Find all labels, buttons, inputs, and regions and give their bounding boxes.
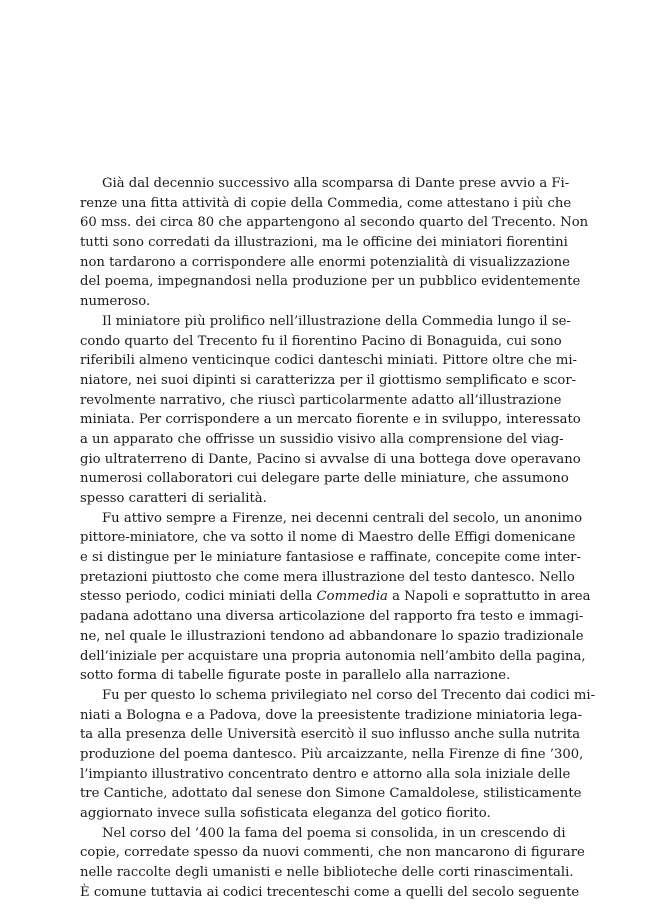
text-line: miniata. Per corrispondere a un mercato fiorente e in sviluppo, interessato: [80, 412, 581, 428]
text-segment: stesso periodo, codici miniati della: [80, 589, 317, 605]
text-line: 60 mss. dei circa 80 che appartengono al secondo quarto del Trecento. Non: [80, 215, 589, 231]
text-line: Il miniatore più prolifico nell’illustrazione della Commedia lungo il se-: [102, 313, 571, 329]
text-segment: a Napoli e soprattutto in area: [387, 589, 591, 605]
text-line: ta alla presenza delle Università esercitò il suo influsso anche sulla nutrita: [80, 727, 581, 743]
text-line: pittore-miniatore, che va sotto il nome di Maestro delle Effigi domenicane: [80, 530, 576, 546]
text-line: tutti sono corredati da illustrazioni, ma le officine dei miniatori fiorentini: [80, 235, 568, 251]
text-line: numeroso.: [80, 294, 151, 310]
text-line: copie, corredate spesso da nuovi commenti, che non mancarono di figurare: [80, 845, 585, 861]
text-line: renze una fitta attività di copie della Commedia, come attestano i più che: [80, 195, 572, 211]
text-line: tre Cantiche, adottato dal senese don Simone Camaldolese, stilisticamente: [80, 786, 582, 802]
text-line: revolmente narrativo, che riuscì particolarmente adatto all’illustrazione: [80, 392, 562, 408]
text-line: padana adottano una diversa articolazione del rapporto fra testo e immagi-: [80, 609, 584, 625]
text-line: Nel corso del ’400 la fama del poema si consolida, in un crescendo di: [102, 825, 566, 841]
body-text: [80, 174, 596, 902]
text-line: È comune tuttavia ai codici trecenteschi come a quelli del secolo seguente: [80, 884, 580, 900]
text-line: aggiornato invece sulla sofisticata eleganza del gotico fiorito.: [80, 806, 491, 821]
text-line: gio ultraterreno di Dante, Pacino si avvalse di una bottega dove operavano: [80, 451, 581, 467]
text-line: niati a Bologna e a Padova, dove la preesistente tradizione miniatoria lega-: [80, 707, 583, 723]
text-line: condo quarto del Trecento fu il fiorentino Pacino di Bonaguida, cui sono: [80, 333, 562, 349]
text-line: pretazioni piuttosto che come mera illustrazione del testo dantesco. Nello: [80, 569, 575, 585]
text-line: nelle raccolte degli umanisti e nelle biblioteche delle corti rinascimentali.: [80, 865, 574, 881]
text-line: del poema, impegnandosi nella produzione per un pubblico evidentemente: [80, 274, 581, 290]
text-line: niatore, nei suoi dipinti si caratterizza per il giottismo semplificato e scor-: [80, 372, 577, 388]
text-line: Fu attivo sempre a Firenze, nei decenni centrali del secolo, un anonimo: [102, 510, 583, 526]
text-line: produzione del poema dantesco. Più arcaizzante, nella Firenze di fine ’300,: [80, 746, 584, 762]
text-line: spesso caratteri di serialità.: [80, 491, 267, 506]
text-line: [80, 587, 591, 607]
text-line: sotto forma di tabelle figurate poste in parallelo alla narrazione.: [80, 668, 511, 684]
text-line: numerosi collaboratori cui delegare parte delle miniature, che assumono: [80, 471, 569, 487]
text-line: dell’iniziale per acquistare una propria autonomia nell’ambito della pagina,: [80, 648, 586, 664]
text-line: e si distingue per le miniature fantasiose e raffinate, concepite come inter-: [80, 550, 581, 566]
italic-title: Commedia: [316, 589, 388, 605]
text-line: Fu per questo lo schema privilegiato nel corso del Trecento dai codici mi-: [102, 687, 596, 703]
text-line: a un apparato che offrisse un sussidio visivo alla comprensione del viag-: [80, 431, 564, 447]
text-line: ne, nel quale le illustrazioni tendono ad abbandonare lo spazio tradizionale: [80, 628, 584, 644]
text-line: non tardarono a corrispondere alle enormi potenzialità di visualizzazione: [80, 254, 570, 270]
text-line: l’impianto illustrativo concentrato dentro e attorno alla sola iniziale delle: [80, 766, 571, 782]
text-line: Già dal decennio successivo alla scomparsa di Dante prese avvio a Fi-: [102, 176, 570, 191]
text-line: riferibili almeno venticinque codici danteschi miniati. Pittore oltre che mi-: [80, 353, 577, 369]
